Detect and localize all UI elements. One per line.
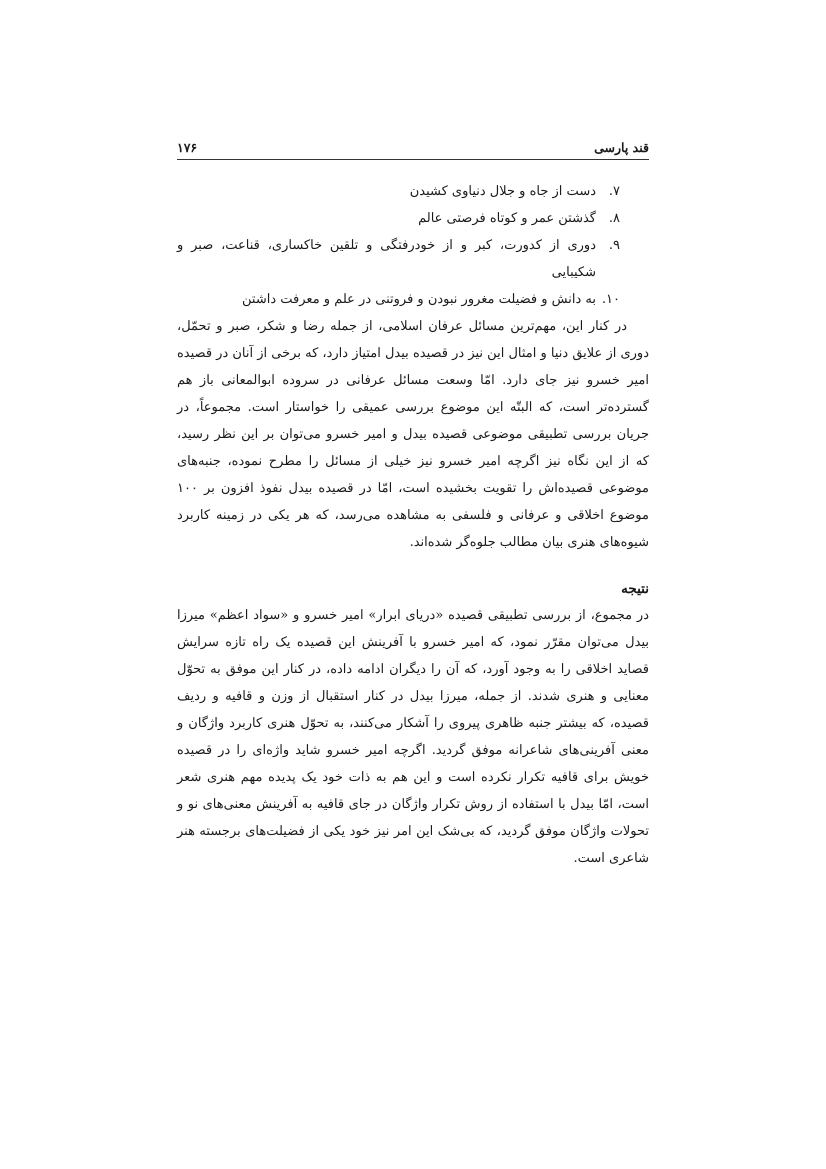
document-page [177,140,649,872]
list-item-text: گذشتن عمر و کوتاه فرصتی عالم [418,211,596,226]
page-number: ۱۷۶ [177,140,198,155]
running-header [177,140,649,160]
conclusion-paragraph: در مجموع، از بررسی تطبیقی قصیده «دریای ابرار» امیر خسرو و «سواد اعظم» میرزا بیدل می‌توان مقرّر نمود، که امیر خسرو با آفرینش این قصیده یک راه تازه سرایش قصاید اخلاقی را به وجود آورد، که آن را دیگران ادامه داده، در کنار این موفق به تحوّل معنایی و هنری شدند. از جمله، میرزا بیدل در کنار استقبال از وزن و قافیه و ردیف قصیده، که بیشتر جنبه ظاهری پیروی را آشکار می‌کنند، به تحوّل هنری کاربرد واژگان و معنی آفرینی‌های شاعرانه موفق گردید. اگرچه امیر خسرو شاید واژه‌ای را در قصیده خویش برای قافیه تکرار نکرده است و این هم به ذات خود یک پدیده مهم هنری شعر است، امّا بیدل با استفاده از روش تکرار واژگان در جای قافیه به آفرینش معنی‌های نو و تحولات واژگان موفق گردید، که بی‌شک این امر نیز خود یکی از فضیلت‌های برجسته هنر شاعری است. [177,608,649,866]
section-heading: نتیجه [621,581,649,597]
list-item-text: دست از جاه و جلال دنیاوی کشیدن [409,184,596,199]
list-item [177,205,620,232]
list-item-number: ۱۰. [601,292,620,307]
list-item-number: ۹. [608,238,620,253]
list-item-text: به دانش و فضیلت مغرور نبودن و فروتنی در علم و معرفت داشتن [242,292,596,307]
journal-title: قند پارسی [594,140,649,155]
numbered-list [177,178,649,313]
list-item [177,232,620,286]
list-item-number: ۸. [608,211,620,226]
list-item [177,178,620,205]
list-item-number: ۷. [608,184,620,199]
list-item-text: دوری از کدورت، کبر و از خودرفتگی و تلقین خاکساری، قناعت، صبر و شکیبایی [177,238,596,280]
body-paragraph: در کنار این، مهم‌ترین مسائل عرفان اسلامی، از جمله رضا و شکر، صبر و تحمّل، دوری از علایق دنیا و امثال این نیز در قصیده بیدل امتیاز دارد، که برخی از آنان در قصیده امیر خسرو نیز جای دارد. امّا وسعت مسائل عرفانی در سروده ابوالمعانی باز هم گسترده‌تر است، که البتّه این موضوع بررسی عمیقی را خواستار است. مجموعاً، در جریان بررسی تطبیقی موضوعی قصیده بیدل و امیر خسرو می‌توان بر این نظر رسید، که از این نگاه نیز اگرچه امیر خسرو نیز خیلی از مسائل را مطرح نموده، جنبه‌های موضوعی قصیده‌اش را تقویت بخشیده است، امّا در قصیده بیدل نفوذ افزون بر ۱۰۰ موضوع اخلاقی و عرفانی و فلسفی به مشاهده می‌رسد، که هر یکی در زمینه کاربرد شیوه‌های هنری بیان مطالب جلوه‌گر شده‌اند. [177,319,649,550]
list-item [177,286,620,313]
